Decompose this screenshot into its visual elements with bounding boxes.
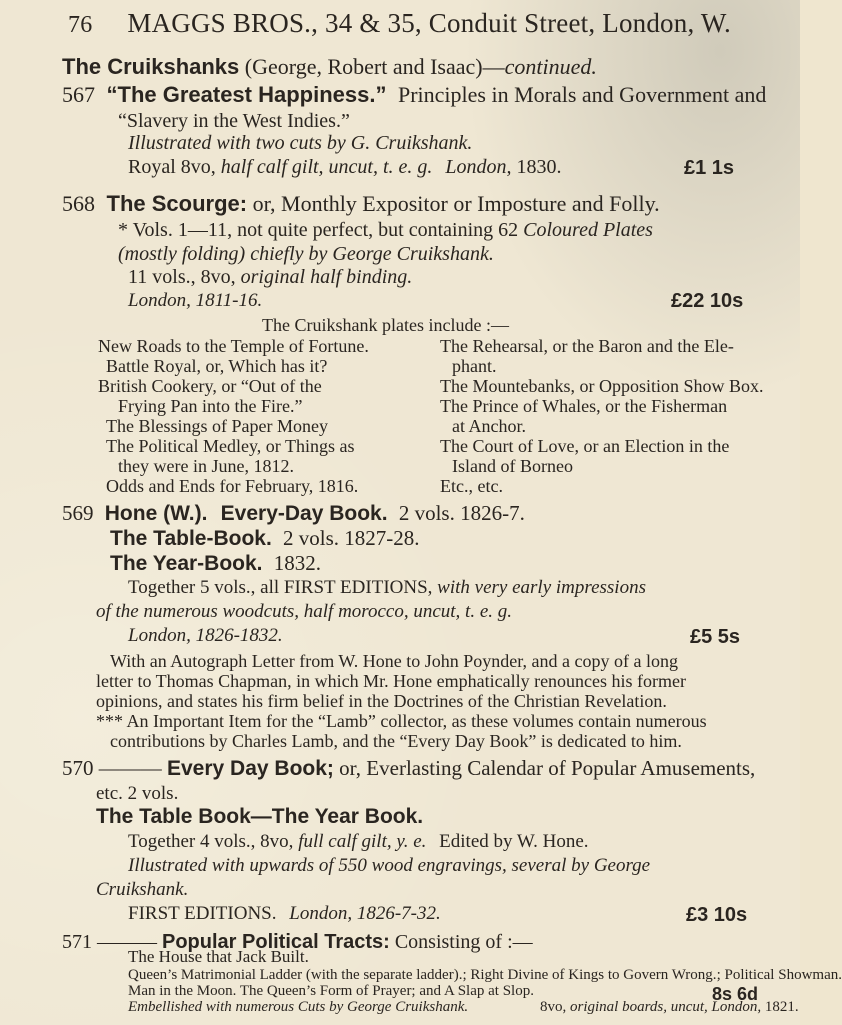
entry-568-plates-right (440, 336, 764, 496)
list-item: The Prince of Whales, or the Fisherman (440, 396, 728, 416)
entry-570-line5: Illustrated with upwards of 550 wood engravings, several by George (128, 855, 651, 876)
publisher-line: MAGGS BROS., 34 & 35, Conduit Street, London, W. (127, 8, 732, 38)
entry-568-price: £22 10s (671, 290, 744, 312)
entry-568-line4: 11 vols., 8vo, original half binding. (128, 266, 413, 288)
list-item: The House that Jack Built. (128, 947, 309, 966)
entry-569-line1: 569 Hone (W.). Every-Day Book. 2 vols. 1826-7. (62, 501, 525, 525)
entry-569-note3: opinions, and states his firm belief in the Doctrines of the Christian Revelation. (96, 691, 667, 711)
entry-570-line3: The Table Book—The Year Book. (96, 805, 424, 828)
entry-571-items-more2: Man in the Moon. The Queen’s Form of Prayer; and A Slap at Slop. (128, 983, 534, 999)
entry-571-imprint: 8vo, original boards, uncut, London, 1821. (540, 999, 799, 1015)
entry-568-line5: London, 1811-16. (128, 290, 263, 311)
list-item: British Cookery, or “Out of the (98, 376, 322, 396)
entry-569-note1: With an Autograph Letter from W. Hone to John Poynder, and a copy of a long (110, 651, 678, 671)
entry-569-note2: letter to Thomas Chapman, in which Mr. Hone emphatically renounces his former (96, 671, 687, 691)
entry-569-line6: London, 1826-1832. (128, 625, 283, 646)
entry-569-line4: Together 5 vols., all FIRST EDITIONS, with very early impressions (128, 577, 646, 598)
entry-571-line1: 571 ——— Popular Political Tracts: Consisting of :— (62, 931, 533, 953)
list-item: Battle Royal, or, Which has it? (106, 356, 328, 376)
entry-571-items (128, 947, 309, 966)
entry-569-line2: The Table-Book. 2 vols. 1827-28. (110, 526, 420, 550)
list-item: The Political Medley, or Things as (106, 436, 355, 456)
entry-title: “The Greatest Happiness.” (106, 82, 387, 107)
list-item: Etc., etc. (440, 476, 503, 496)
entry-570-line1: 570 ——— Every Day Book; or, Everlasting Calendar of Popular Amusements, (62, 756, 756, 780)
entry-570-price: £3 10s (686, 904, 748, 926)
list-item: they were in June, 1812. (118, 456, 294, 476)
list-item: The Rehearsal, or the Baron and the Ele- (440, 336, 734, 356)
list-item: Odds and Ends for February, 1816. (106, 476, 359, 496)
entry-569-price: £5 5s (690, 626, 741, 648)
section-name: The Cruikshanks (62, 54, 240, 79)
page-header (68, 10, 731, 37)
list-item: The Blessings of Paper Money (106, 416, 328, 436)
list-item: at Anchor. (452, 416, 526, 436)
section-rest: (George, Robert and Isaac)— (244, 54, 505, 79)
entry-571-embellished: Embellished with numerous Cuts by George Cruikshank. (128, 999, 469, 1015)
list-item: phant. (452, 356, 497, 376)
entry-567-line3: Illustrated with two cuts by G. Cruikshank. (128, 132, 473, 154)
page-number: 76 (68, 12, 93, 38)
entry-569-line3: The Year-Book. 1832. (110, 551, 321, 575)
entry-569-line5: of the numerous woodcuts, half morocco, uncut, t. e. g. (96, 601, 513, 622)
entry-568-plates-left (96, 336, 369, 496)
entry-567-price: £1 1s (684, 157, 735, 179)
entry-569-note4: *** An Important Item for the “Lamb” collector, as these volumes contain numerous (96, 711, 707, 731)
entry-567-line4: Royal 8vo, half calf gilt, uncut, t. e. g. London, 1830. (128, 156, 562, 178)
entry-571-items-more: Queen’s Matrimonial Ladder (with the separate ladder).; Right Divine of Kings to Govern Wrong.; Political Showman. (128, 967, 842, 983)
entry-571-price: 8s 6d (712, 984, 759, 1004)
list-item: Frying Pan into the Fire.” (118, 396, 303, 416)
entry-568-line1: 568 The Scourge: or, Monthly Expositor or Imposture and Folly. (62, 191, 660, 216)
entry-568-line3: (mostly folding) chiefly by George Cruikshank. (118, 243, 494, 265)
list-item: The Mountebanks, or Opposition Show Box. (440, 376, 764, 396)
list-item: The Court of Love, or an Election in the (440, 436, 730, 456)
list-item: New Roads to the Temple of Fortune. (98, 336, 369, 356)
section-continued: continued. (504, 54, 597, 79)
section-heading (62, 56, 597, 78)
list-item: Island of Borneo (452, 456, 573, 476)
entry-568-line2: * Vols. 1—11, not quite perfect, but containing 62 Coloured Plates (118, 219, 653, 241)
entry-570-line4: Together 4 vols., 8vo, full calf gilt, y. e. Edited by W. Hone. (128, 831, 589, 852)
entry-569-note5: contributions by Charles Lamb, and the “Every Day Book” is dedicated to him. (110, 731, 682, 751)
entry-number: 567 (62, 82, 95, 107)
entry-570-line2: etc. 2 vols. (96, 783, 179, 804)
entry-570-line6: Cruikshank. (96, 879, 189, 900)
entry-567-line2: “Slavery in the West Indies.” (118, 110, 350, 132)
entry-570-line7: FIRST EDITIONS. London, 1826-7-32. (128, 903, 441, 924)
entry-567-line1: 567 “The Greatest Happiness.” Principles in Morals and Government and (62, 82, 767, 107)
entry-568-plates-intro: The Cruikshank plates include :— (262, 315, 509, 335)
